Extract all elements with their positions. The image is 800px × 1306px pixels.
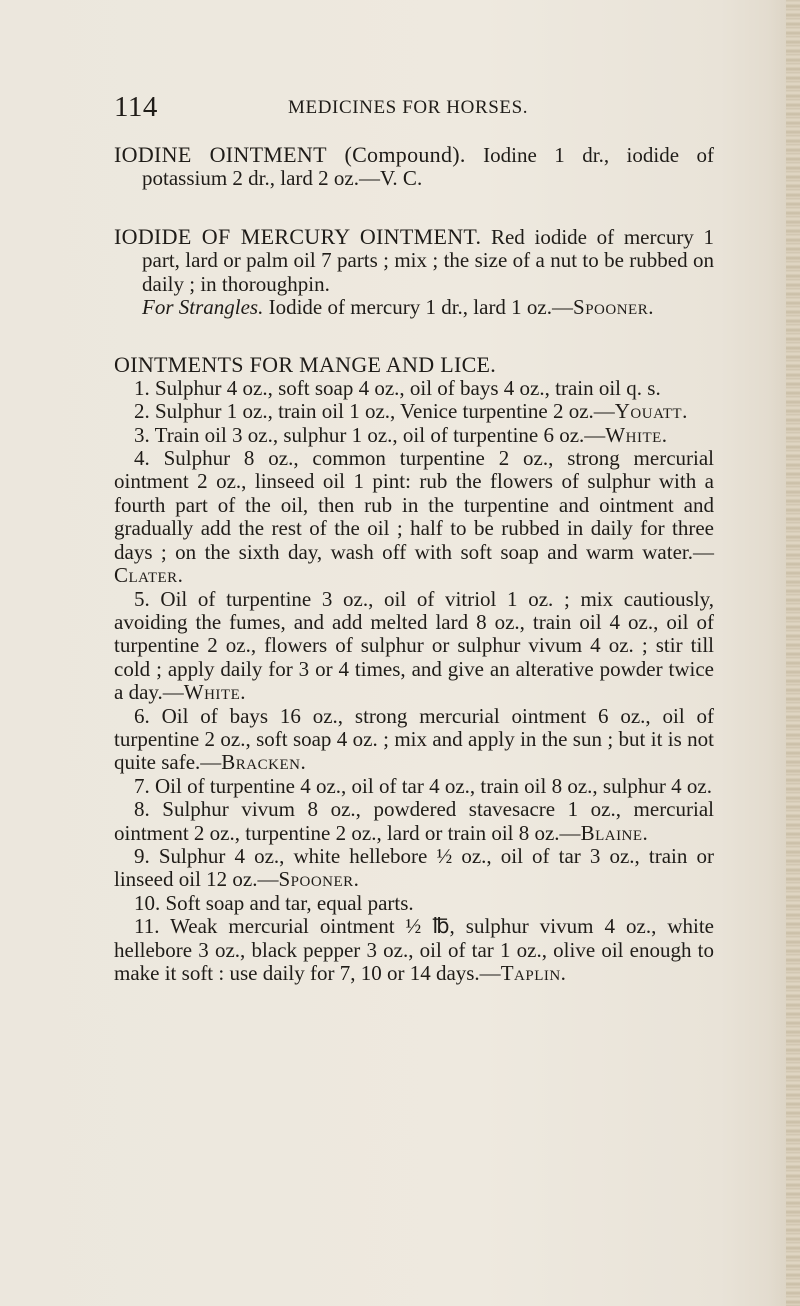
entry-paragraph	[114, 225, 714, 296]
author: Spooner.	[573, 295, 654, 320]
entry-iodide-mercury	[114, 225, 714, 320]
author: White.	[605, 422, 668, 447]
author: Taplin.	[500, 961, 567, 985]
entry-text: Iodide of mercury 1 dr., lard 1 oz.—	[263, 295, 574, 320]
recipe-text: 3. Train oil 3 oz., sulphur 1 oz., oil of turpentine 6 oz.—	[134, 422, 606, 447]
page-edge	[786, 0, 800, 1306]
recipe-text: 7. Oil of turpentine 4 oz., oil of tar 4 oz., train oil 8 oz., sulphur 4 oz.	[134, 773, 712, 798]
for-strangles-label: For Strangles.	[142, 295, 264, 320]
author: White.	[183, 680, 247, 705]
recipe-text: 9. Sulphur 4 oz., white hellebore ½ oz., oil of tar 3 oz., train or linseed oil 12 oz.—	[114, 843, 714, 892]
entry-mange-ointments	[114, 353, 714, 985]
recipe-item	[114, 447, 714, 587]
entry-title: IODINE OINTMENT (Compound).	[114, 142, 466, 167]
recipe-item	[114, 892, 714, 915]
recipe-text: 6. Oil of bays 16 oz., strong mercurial ointment 6 oz., oil of turpentine 2 oz., soft soap 4 oz. ; mix and apply in the sun ; but it is not quite safe.—	[114, 703, 714, 775]
entry-title: IODIDE OF MERCURY OINTMENT.	[114, 223, 482, 249]
recipe-item	[114, 915, 714, 985]
author: Clater.	[114, 563, 184, 588]
recipe-item	[114, 798, 714, 845]
recipe-text: 11. Weak mercurial ointment ½ ℔, sulphur vivum 4 oz., white hellebore 3 oz., black pepper 3 oz., oil of tar 1 oz., olive oil enough to make it soft : use daily for 7, 10 or 14 days.—	[114, 914, 714, 985]
recipe-item	[114, 845, 714, 892]
recipe-list	[114, 377, 714, 986]
recipe-text: 5. Oil of turpentine 3 oz., oil of vitriol 1 oz. ; mix cautiously, avoiding the fumes, and add melted lard 8 oz., train oil 4 oz., oil of turpentine 2 oz., flowers of sulphur or sulphur vivum 4 oz. ; stir till cold ; apply daily for 3 or 4 times, and give an alterative powder twice a day.—	[114, 586, 714, 705]
entry-iodine-ointment	[114, 143, 714, 191]
recipe-text: 10. Soft soap and tar, equal parts.	[134, 890, 414, 915]
recipe-item	[114, 424, 714, 447]
recipe-text: 1. Sulphur 4 oz., soft soap 4 oz., oil of bays 4 oz., train oil q. s.	[134, 375, 661, 400]
recipe-item	[114, 588, 714, 705]
section-title: OINTMENTS FOR MANGE AND LICE.	[114, 352, 497, 378]
entry-text: Red iodide of mercury 1 part, lard or palm oil 7 parts ; mix ; the size of a nut to be rubbed on daily ; in thoroughpin.	[142, 224, 714, 296]
recipe-item	[114, 775, 714, 798]
entry-paragraph	[114, 143, 714, 191]
page-header	[114, 92, 674, 122]
page-body	[114, 143, 714, 985]
entry-text: Iodine 1 dr., iodide of potassium 2 dr., lard 2 oz.—V. C.	[142, 143, 715, 191]
recipe-text: 4. Sulphur 8 oz., common turpentine 2 oz., strong mercurial ointment 2 oz., linseed oil 1 pint: rub the flowers of sulphur with a fourth part of the oil, then rub in the turpentine and ointment and gradually add the rest of the oil ; half to be rubbed in daily for three days ; on the sixth day, wash off with soft soap and warm water.—	[114, 446, 714, 564]
recipe-text: 8. Sulphur vivum 8 oz., powdered stavesacre 1 oz., mercurial ointment 2 oz., turpentine 2 oz., lard or train oil 8 oz.—	[114, 797, 714, 845]
author: Youatt.	[614, 399, 688, 424]
entry-subparagraph	[114, 296, 714, 319]
recipe-item	[114, 400, 714, 423]
recipe-item	[114, 377, 714, 400]
recipe-text: 2. Sulphur 1 oz., train oil 1 oz., Venice turpentine 2 oz.—	[134, 399, 615, 424]
author: Blaine.	[580, 820, 649, 845]
author: Bracken.	[221, 750, 307, 775]
running-title: MEDICINES FOR HORSES.	[288, 97, 529, 118]
recipe-item	[114, 705, 714, 775]
author: Spooner.	[278, 867, 360, 892]
page-number: 114	[114, 91, 158, 123]
